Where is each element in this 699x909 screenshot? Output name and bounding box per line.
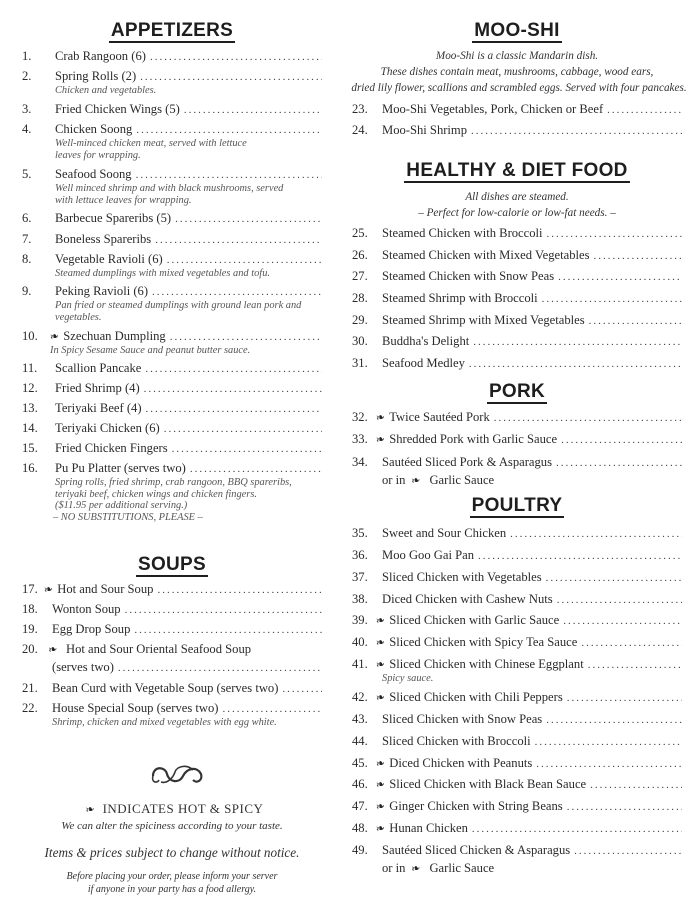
item-name: Moo-Shi Shrimp bbox=[382, 123, 468, 137]
item-option: Garlic Sauce bbox=[429, 861, 495, 875]
item-name: Scallion Pancake bbox=[55, 361, 142, 375]
mooshi-intro: dried lily flower, scallions and scrambled eggs. Served with four pancakes. bbox=[351, 82, 687, 94]
item-number: 28. bbox=[352, 291, 368, 305]
chili-pepper-icon: ❧ bbox=[410, 474, 423, 488]
item-number: 21. bbox=[22, 681, 38, 695]
item-number: 12. bbox=[22, 381, 38, 395]
item-name: Sweet and Sour Chicken bbox=[382, 526, 507, 540]
item-note: – NO SUBSTITUTIONS, PLEASE – bbox=[53, 511, 203, 523]
item-number: 47. bbox=[352, 799, 368, 813]
item-number: 13. bbox=[22, 401, 38, 415]
item-name: Fried Shrimp (4) bbox=[55, 381, 140, 395]
mooshi-heading bbox=[352, 20, 682, 42]
item-option: or in bbox=[382, 861, 406, 875]
item-number: 32. bbox=[352, 410, 368, 424]
item-name: Ginger Chicken with String Beans bbox=[389, 799, 563, 813]
chili-pepper-icon: ❧ bbox=[374, 636, 387, 650]
item-name: Sautéed Sliced Chicken & Asparagus bbox=[382, 843, 571, 857]
item-number: 27. bbox=[352, 269, 368, 283]
legend-text: INDICATES HOT & SPICY bbox=[102, 801, 264, 816]
item-description: Well-minced chicken meat, served with lettuce leaves for wrapping. bbox=[55, 138, 247, 161]
item-name: Teriyaki Beef (4) bbox=[55, 401, 142, 415]
healthy-intro: All dishes are steamed. bbox=[465, 191, 569, 203]
mooshi-intro: These dishes contain meat, mushrooms, cabbage, wood ears, bbox=[380, 66, 654, 78]
item-number: 38. bbox=[352, 592, 368, 606]
item-number: 45. bbox=[352, 756, 368, 770]
chili-pepper-icon: ❧ bbox=[374, 691, 387, 705]
item-number: 31. bbox=[352, 356, 368, 370]
item-name: Steamed Chicken with Mixed Vegetables bbox=[382, 248, 590, 262]
chili-pepper-icon: ❧ bbox=[83, 803, 96, 817]
item-number: 1. bbox=[22, 49, 32, 63]
item-number: 3. bbox=[22, 102, 32, 116]
item-number: 19. bbox=[22, 622, 38, 636]
item-number: 46. bbox=[352, 777, 368, 791]
chili-pepper-icon: ❧ bbox=[374, 778, 387, 792]
item-name: Sliced Chicken with Garlic Sauce bbox=[389, 613, 560, 627]
item-description: Pan fried or steamed dumplings with ground lean pork and vegetables. bbox=[55, 300, 302, 323]
item-description: Spring rolls, fried shrimp, crab rangoon, BBQ spareribs, teriyaki beef, chicken wings and chicken fingers. bbox=[55, 477, 292, 500]
item-name: Moo Goo Gai Pan bbox=[382, 548, 474, 562]
chili-pepper-icon: ❧ bbox=[410, 862, 423, 876]
item-number: 9. bbox=[22, 284, 32, 298]
item-number: 41. bbox=[352, 657, 368, 671]
item-description: Spicy sauce. bbox=[382, 673, 434, 684]
item-number: 4. bbox=[22, 122, 32, 136]
item-number: 8. bbox=[22, 252, 32, 266]
chili-pepper-icon: ❧ bbox=[47, 643, 59, 657]
item-number: 2. bbox=[22, 69, 32, 83]
appetizers-title: APPETIZERS bbox=[110, 20, 234, 41]
item-number: 44. bbox=[352, 734, 368, 748]
spiciness-note: We can alter the spiciness according to your taste. bbox=[61, 820, 283, 832]
item-number: 5. bbox=[22, 167, 32, 181]
item-number: 34. bbox=[352, 455, 368, 469]
item-number: 48. bbox=[352, 821, 368, 835]
item-number: 39. bbox=[352, 613, 368, 627]
item-name: Sliced Chicken with Spicy Tea Sauce bbox=[389, 635, 578, 649]
soups-heading bbox=[22, 554, 322, 576]
item-number: 10. bbox=[22, 329, 38, 343]
item-number: 11. bbox=[22, 361, 38, 375]
item-number: 37. bbox=[352, 570, 368, 584]
appetizers-heading bbox=[22, 20, 322, 42]
allergy-note: if anyone in your party has a food allergy. bbox=[87, 884, 257, 895]
item-number: 30. bbox=[352, 334, 368, 348]
chili-pepper-icon: ❧ bbox=[374, 757, 387, 771]
item-number: 26. bbox=[352, 248, 368, 262]
item-name: Steamed Shrimp with Mixed Vegetables bbox=[382, 313, 585, 327]
item-description: Chicken and vegetables. bbox=[55, 85, 157, 96]
swirl-ornament-icon bbox=[147, 762, 207, 788]
item-number: 20. bbox=[22, 642, 38, 656]
item-number: 40. bbox=[352, 635, 368, 649]
healthy-intro: – Perfect for low-calorie or low-fat needs. – bbox=[418, 207, 616, 219]
pork-title: PORK bbox=[488, 381, 546, 402]
item-description: Shrimp, chicken and mixed vegetables with egg white. bbox=[52, 717, 277, 728]
item-name: Bean Curd with Vegetable Soup (serves two) bbox=[52, 681, 279, 695]
item-name: Boneless Spareribs bbox=[55, 232, 152, 246]
item-number: 14. bbox=[22, 421, 38, 435]
pork-heading bbox=[352, 381, 682, 403]
item-number: 22. bbox=[22, 701, 38, 715]
item-option: Garlic Sauce bbox=[429, 473, 495, 487]
item-name: Fried Chicken Fingers bbox=[55, 441, 168, 455]
item-name: Seafood Soong bbox=[55, 167, 132, 181]
mooshi-intro: Moo-Shi is a classic Mandarin dish. bbox=[435, 50, 599, 62]
item-name: Sliced Chicken with Chinese Eggplant bbox=[389, 657, 584, 671]
item-name: Steamed Chicken with Broccoli bbox=[382, 226, 543, 240]
item-name: Sautéed Sliced Pork & Asparagus bbox=[382, 455, 552, 469]
item-name: Diced Chicken with Cashew Nuts bbox=[382, 592, 553, 606]
item-number: 33. bbox=[352, 432, 368, 446]
hot-spicy-legend bbox=[22, 800, 322, 818]
item-name: Chicken Soong bbox=[55, 122, 133, 136]
item-note: ($11.95 per additional serving.) bbox=[55, 500, 188, 511]
item-option: or in bbox=[382, 473, 406, 487]
chili-pepper-icon: ❧ bbox=[374, 433, 387, 447]
item-number: 15. bbox=[22, 441, 38, 455]
chili-pepper-icon: ❧ bbox=[374, 800, 387, 814]
healthy-heading bbox=[352, 160, 682, 182]
item-name: Twice Sautéed Pork bbox=[389, 410, 490, 424]
item-name: Sliced Chicken with Snow Peas bbox=[382, 712, 543, 726]
item-name: Teriyaki Chicken (6) bbox=[55, 421, 160, 435]
item-number: 18. bbox=[22, 602, 38, 616]
item-number: 7. bbox=[22, 232, 32, 246]
item-name: Barbecue Spareribs (5) bbox=[55, 211, 172, 225]
item-name: Hot and Sour Soup bbox=[57, 582, 154, 596]
item-name: Buddha's Delight bbox=[382, 334, 470, 348]
chili-pepper-icon: ❧ bbox=[374, 658, 387, 672]
item-number: 35. bbox=[352, 526, 368, 540]
item-name: Sliced Chicken with Black Bean Sauce bbox=[389, 777, 587, 791]
item-name: Peking Ravioli (6) bbox=[55, 284, 149, 298]
item-name: Hot and Sour Oriental Seafood Soup bbox=[66, 642, 252, 656]
healthy-title: HEALTHY & DIET FOOD bbox=[406, 160, 628, 181]
chili-pepper-icon: ❧ bbox=[42, 583, 55, 597]
chili-pepper-icon: ❧ bbox=[374, 411, 387, 425]
item-number: 25. bbox=[352, 226, 368, 240]
mooshi-title: MOO-SHI bbox=[474, 20, 560, 41]
item-name-continued: (serves two) bbox=[52, 660, 114, 674]
item-name: Pu Pu Platter (serves two) bbox=[55, 461, 186, 475]
item-number: 43. bbox=[352, 712, 368, 726]
chili-pepper-icon: ❧ bbox=[48, 330, 61, 344]
poultry-heading bbox=[352, 495, 682, 517]
item-number: 49. bbox=[352, 843, 368, 857]
item-name: Vegetable Ravioli (6) bbox=[55, 252, 163, 266]
item-description: Well minced shrimp and with black mushrooms, served with lettuce leaves for wrapping. bbox=[55, 183, 284, 206]
item-name: House Special Soup (serves two) bbox=[52, 701, 219, 715]
item-name: Moo-Shi Vegetables, Pork, Chicken or Beef bbox=[382, 102, 604, 116]
item-number: 16. bbox=[22, 461, 38, 475]
item-name: Hunan Chicken bbox=[389, 821, 468, 835]
price-note: Items & prices subject to change without notice. bbox=[44, 845, 300, 860]
chili-pepper-icon: ❧ bbox=[374, 822, 387, 836]
item-name: Steamed Chicken with Snow Peas bbox=[382, 269, 555, 283]
item-name: Fried Chicken Wings (5) bbox=[55, 102, 180, 116]
item-name: Seafood Medley bbox=[382, 356, 465, 370]
item-number: 17. bbox=[22, 582, 38, 596]
item-number: 42. bbox=[352, 690, 368, 704]
item-name: Spring Rolls (2) bbox=[55, 69, 137, 83]
chili-pepper-icon: ❧ bbox=[374, 614, 387, 628]
poultry-title: POULTRY bbox=[471, 495, 563, 516]
item-name: Crab Rangoon (6) bbox=[55, 49, 146, 63]
item-number: 36. bbox=[352, 548, 368, 562]
item-name: Sliced Chicken with Vegetables bbox=[382, 570, 542, 584]
item-number: 6. bbox=[22, 211, 32, 225]
item-description: Steamed dumplings with mixed vegetables and tofu. bbox=[55, 268, 270, 279]
item-name: Shredded Pork with Garlic Sauce bbox=[389, 432, 558, 446]
item-name: Egg Drop Soup bbox=[52, 622, 131, 636]
item-number: 23. bbox=[352, 102, 368, 116]
soups-title: SOUPS bbox=[137, 554, 207, 575]
item-name: Sliced Chicken with Broccoli bbox=[382, 734, 531, 748]
allergy-note: Before placing your order, please inform your server bbox=[66, 871, 278, 882]
item-description: In Spicy Sesame Sauce and peanut butter sauce. bbox=[50, 345, 251, 356]
item-number: 29. bbox=[352, 313, 368, 327]
item-name: Diced Chicken with Peanuts bbox=[389, 756, 533, 770]
item-name: Sliced Chicken with Chili Peppers bbox=[389, 690, 563, 704]
item-name: Steamed Shrimp with Broccoli bbox=[382, 291, 538, 305]
item-number: 24. bbox=[352, 123, 368, 137]
item-name: Wonton Soup bbox=[52, 602, 121, 616]
item-name: Szechuan Dumpling bbox=[63, 329, 166, 343]
